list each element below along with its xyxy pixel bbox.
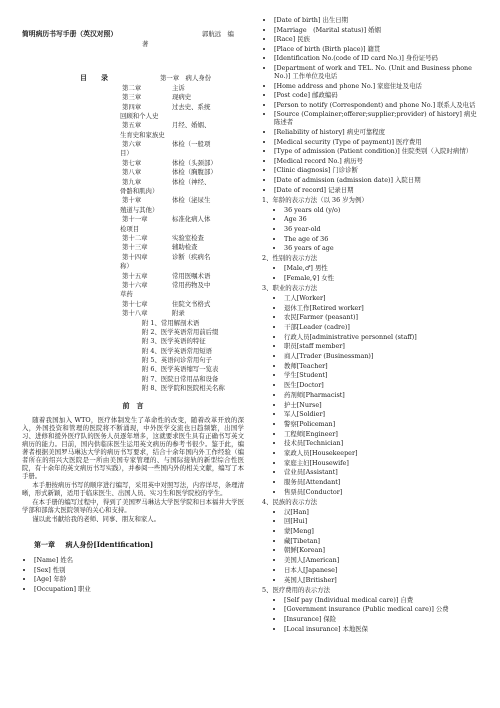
- appendix-item: [22, 328, 244, 337]
- toc-row: [22, 121, 244, 130]
- toc-row: [22, 243, 244, 252]
- section-list-item: • 服务员[Attendant]: [284, 478, 482, 486]
- section-list-item: • 家庭主妇[Housewife]: [284, 459, 482, 467]
- toc-row-chapter: 第十四章: [122, 252, 148, 261]
- section-title: 2、性别的表示方法: [262, 254, 318, 263]
- toc-row-title: 诊断（疾病名: [172, 252, 211, 261]
- chapter1-title: 病人身份[Identification]: [65, 540, 154, 550]
- toc-row: [22, 131, 244, 140]
- section-list: [262, 206, 482, 253]
- appendix-item-label: 附 2、医学英语常用前后缀: [142, 327, 219, 336]
- toc-row-chapter: 第十三章: [122, 243, 148, 252]
- appendix-item-label: 附 1、常用解剖术语: [142, 318, 200, 327]
- toc-label-b: 录: [101, 73, 108, 82]
- section-list-item: • 家政人员[Housekeeper]: [284, 449, 482, 457]
- appendix-item-label: 附 5、英语问诊常用句子: [142, 356, 213, 365]
- toc-row-title: 辅助检查: [172, 243, 198, 252]
- toc-row: [22, 290, 244, 299]
- section-list-item: • 退休工作[Retired worker]: [284, 304, 482, 312]
- toc-row-chapter: 第八章: [122, 168, 142, 177]
- toc-row: [22, 103, 244, 112]
- toc-row: [22, 93, 244, 102]
- right-column: [262, 16, 482, 634]
- identification-field-item: • [Clinic diagnosis] 门诊诊断: [274, 166, 482, 174]
- section-title: 5、医疗费用的表示方法: [262, 585, 330, 594]
- toc-row-title: 检项目: [120, 224, 140, 233]
- section-list-item: • 商人[Trader (Businessman)]: [284, 352, 482, 360]
- preface-paragraph: 随着我国加入 WTO，医疗体制发生了革命性的改变，随着改革开放的深入，外国投资和管理的医院将不断涌现，中外医学交流也日趋频繁，出国学习、进修和援外医疗队的医务人员逐年增多，这就要求医生具有正确书写英文病历的能力。目前，国内供临床医生运用英文病历的参考书很少。鉴于此，编著者根据美国罗马琳达大学的病历书写要求，结合十余年国内外工作经验（编者所在的绍兴大医院是一所由美国专家管理的、与国际接轨的新型综合性医院，有十余年的英文病历书写实践），并参阅一些国内外的相关文献，编写了本手册。: [22, 416, 244, 481]
- identification-field-item: • [Medical security (Type of payment)] 医疗费用: [274, 138, 482, 146]
- toc-row: [22, 225, 244, 234]
- toc-row-title: 常用药物及中: [172, 280, 211, 289]
- appendix-item-label: 附 6、医学英语缩写一览表: [142, 365, 219, 374]
- toc-row-chapter: 第七章: [122, 158, 142, 167]
- toc-row: [22, 84, 244, 93]
- identification-field-item: • [Date of record] 记录日期: [274, 186, 482, 194]
- toc-row-title: 住院文书格式: [172, 299, 211, 308]
- preface-title: 前 言: [122, 400, 144, 410]
- identification-field-item: • [Source (Complainer;offerer;supplier;provider) of history] 病史陈述者: [274, 110, 482, 126]
- identification-field-item: • [Race] 民族: [274, 35, 482, 43]
- section-list-item: • 教师[Teacher]: [284, 362, 482, 370]
- section-list-item: • 蒙[Meng]: [284, 527, 482, 535]
- section-list-item: • 技术员[Technician]: [284, 439, 482, 447]
- toc-row: [22, 140, 244, 149]
- toc-row: [22, 178, 244, 187]
- section-list-item: • 英国人[Britisher]: [284, 576, 482, 584]
- section-list-item: • The age of 36: [284, 235, 482, 243]
- identification-field-item: • [Identification No.(code of ID card No.)] 身份证号码: [274, 54, 482, 62]
- toc-row: [22, 281, 244, 290]
- toc-row-title: 体检（泌尿生: [172, 196, 211, 205]
- section-list-item: • [Self pay (Individual medical care)] 自费: [284, 596, 482, 604]
- chapter1-list-item: • [Name] 姓名: [34, 556, 244, 564]
- section-list-item: • 药剂师[Pharmacist]: [284, 391, 482, 399]
- section-list-item: • 医生[Doctor]: [284, 381, 482, 389]
- toc-row: [22, 168, 244, 177]
- section-list-item: • [Insurance] 保险: [284, 615, 482, 623]
- appendix-item: [22, 384, 244, 393]
- toc-row-title: 体检（神经、: [172, 177, 211, 186]
- preface-paragraph: 本手册按病历书写的顺序进行编写，采用英中对照写法，内容详尽，条理清晰，形式新颖，适用于临床医生、出国人员、实习生和医学院校的学生。: [22, 481, 244, 498]
- toc-row: [22, 300, 244, 309]
- toc-row-title: 现病史: [172, 93, 192, 102]
- toc-row-chapter: 第二章: [122, 83, 142, 92]
- identification-field-item: • [Reliability of history] 病史可靠程度: [274, 128, 482, 136]
- section-list-item: • 护士[Nurse]: [284, 401, 482, 409]
- toc-row-title: 体检（一般项: [172, 140, 211, 149]
- identification-field-item: • [Post code] 邮政编码: [274, 91, 482, 99]
- toc-row-chapter: 第十一章: [122, 215, 148, 224]
- toc-row: [22, 253, 244, 262]
- chapter1-number: 第一章: [34, 540, 55, 550]
- toc-row-title: 称）: [120, 262, 133, 271]
- toc-heading: [22, 74, 244, 83]
- section-list-item: • 学生[Student]: [284, 371, 482, 379]
- toc-row: [22, 112, 244, 121]
- identification-field-item: • [Home address and phone No.] 家庭住址及电话: [274, 82, 482, 90]
- appendix-item-label: 附 7、医院日常用品和设备: [142, 374, 219, 383]
- chapter1-list: [22, 556, 244, 593]
- toc-row-chapter: 第十五章: [122, 271, 148, 280]
- identification-field-item: • [Medical record No.] 病历号: [274, 157, 482, 165]
- section-list-item: • 藏[Tibetan]: [284, 537, 482, 545]
- section-list-item: • 农民[Farmer (peasant)]: [284, 313, 482, 321]
- appendix-item-label: 附 8、医学院和医院相关名称: [142, 384, 225, 393]
- representation-sections: [262, 196, 482, 633]
- section-list: [262, 264, 482, 282]
- identification-field-item: • [Place of birth (Birth place)] 籍贯: [274, 45, 482, 53]
- appendix-item: [22, 337, 244, 346]
- toc-row-chapter: 第九章: [122, 177, 142, 186]
- section-list-item: • 36 years of age: [284, 244, 482, 252]
- identification-field-item: • [Date of admission (admission date)] 入院日期: [274, 176, 482, 184]
- section-list-item: • 工人[Worker]: [284, 294, 482, 302]
- book-header: [22, 30, 244, 50]
- section-list-item: • 营业员[Assistant]: [284, 468, 482, 476]
- identification-fields-list: [262, 16, 482, 194]
- section-list-item: • 行政人员[administrative personnel (staff)]: [284, 333, 482, 341]
- toc-row-title: 过去史、系统: [172, 102, 211, 111]
- section-list-item: • [Male,♂] 男性: [284, 264, 482, 272]
- appendix-item: [22, 319, 244, 328]
- preface-paragraph: 在本手册的编写过程中，得到了美国罗马琳达大学医学院和日本福井大学医学部和部落大医院领导的关心和支持。: [22, 498, 244, 515]
- chapter1-heading: [22, 541, 244, 550]
- toc-row-title: 标准化病人体: [172, 215, 211, 224]
- section-list-item: • 36 year-old: [284, 225, 482, 233]
- appendix-item-label: 附 4、医学英语常用短语: [142, 346, 213, 355]
- toc-row: [22, 149, 244, 158]
- section-list-item: • 日本人[Japanese]: [284, 566, 482, 574]
- book-title: 简明病历书写手册（英汉对照）: [22, 30, 118, 38]
- appendix-item: [22, 375, 244, 384]
- preface-paragraph: 谨以此书献给我的老师、同事、朋友和家人。: [32, 515, 161, 524]
- section-list-item: • 汉[Han]: [284, 508, 482, 516]
- toc-row: [22, 272, 244, 281]
- identification-field-item: • [Person to notify (Correspondent) and phone No.] 联系人及电话: [274, 101, 482, 109]
- toc-row-title: 回顾和个人史: [120, 111, 159, 120]
- toc-row-title: 目）: [120, 149, 133, 158]
- appendix-item-label: 附 3、医学英语的特征: [142, 337, 206, 346]
- section-list-item: • 军人[Soldier]: [284, 410, 482, 418]
- toc-label-a: 目: [80, 73, 87, 82]
- toc-row-title: 附录: [172, 309, 185, 318]
- toc-row: [22, 206, 244, 215]
- section-list-item: • 回[Hui]: [284, 517, 482, 525]
- section-list-item: • 美国人[American]: [284, 556, 482, 564]
- toc-row-title: 常用医嘱术语: [172, 271, 211, 280]
- section-list-item: • 职员[staff member]: [284, 342, 482, 350]
- toc-row-title: 殖道与其他）: [120, 205, 159, 214]
- appendix-list: [22, 319, 244, 394]
- toc-row-chapter: 第十六章: [122, 280, 148, 289]
- toc-row-title: 主诉: [172, 83, 185, 92]
- chapter1-list-item: • [Occupation] 职业: [34, 585, 244, 593]
- section-list-item: • 工程师[Engineer]: [284, 430, 482, 438]
- section-list-item: • 干部[Leader (cadre)]: [284, 323, 482, 331]
- section-list-item: • 36 years old (y/o): [284, 206, 482, 214]
- left-column: [22, 30, 244, 594]
- toc-row: [22, 309, 244, 318]
- section-list: [262, 596, 482, 633]
- toc-row: [22, 234, 244, 243]
- section-list-item: • 警察[Policeman]: [284, 420, 482, 428]
- toc-row-title: 骨骼和肌肉）: [120, 187, 159, 196]
- toc-row-chapter: 第十七章: [122, 299, 148, 308]
- toc-row-chapter: 第十八章: [122, 309, 148, 318]
- toc-row-chapter: 第六章: [122, 140, 142, 149]
- book-author-suffix: 著: [142, 40, 149, 48]
- section-list-item: • 朝鲜[Korean]: [284, 546, 482, 554]
- appendix-item: [22, 347, 244, 356]
- chapter1-list-item: • [Sex] 性别: [34, 566, 244, 574]
- section-list-item: • [Female,♀] 女性: [284, 274, 482, 282]
- toc-row-chapter: 第五章: [122, 121, 142, 130]
- section-title: 3、职业的表示方法: [262, 283, 318, 292]
- section-list-item: • Age 36: [284, 215, 482, 223]
- identification-field-item: • [Department of work and TEL. No. (Unit and Business phone No.)] 工作单位及电话: [274, 64, 482, 80]
- toc-row-chapter: 第十章: [122, 196, 142, 205]
- toc-row-title: 体检（头颈部）: [172, 158, 217, 167]
- toc-row: [22, 262, 244, 271]
- toc-row-chapter: 第十二章: [122, 234, 148, 242]
- toc-row: [22, 196, 244, 205]
- identification-field-item: • [Type of admission (Patient condition)] 住院类别（入院时病情）: [274, 147, 482, 155]
- toc-row: [22, 159, 244, 168]
- toc-row-title: 实验室检查: [172, 234, 204, 242]
- toc-row-chapter: 第四章: [122, 102, 142, 111]
- section-list: [262, 294, 482, 496]
- section-list: [262, 508, 482, 584]
- toc-row-title: 月经、婚姻、: [172, 121, 211, 130]
- toc-row-title: 草药: [120, 290, 133, 299]
- section-list-item: • [Government insurance (Public medical care)] 公费: [284, 605, 482, 613]
- toc-row-title: 生育史和家族史: [120, 130, 165, 139]
- toc-first-chapter: 第一章 病人身份: [160, 74, 212, 82]
- book-author: 郭航远 编: [202, 30, 234, 38]
- preface-body: [22, 416, 244, 523]
- toc-row-chapter: 第三章: [122, 93, 142, 102]
- toc-row: [22, 215, 244, 224]
- section-list-item: • 售票员[Conductor]: [284, 488, 482, 496]
- identification-field-item: • [Date of birth] 出生日期: [274, 16, 482, 24]
- section-title: 4、民族的表示方法: [262, 497, 318, 506]
- table-of-contents: [22, 84, 244, 319]
- chapter1-list-item: • [Age] 年龄: [34, 575, 244, 583]
- section-title: 1、年龄的表示方法（以 36 岁为例）: [262, 195, 368, 204]
- appendix-item: [22, 365, 244, 374]
- section-list-item: • [Local insurance] 本地医保: [284, 625, 482, 633]
- toc-row-title: 体检（胸腹部）: [172, 168, 217, 177]
- identification-field-item: • [Marriage (Marital status)] 婚姻: [274, 26, 482, 34]
